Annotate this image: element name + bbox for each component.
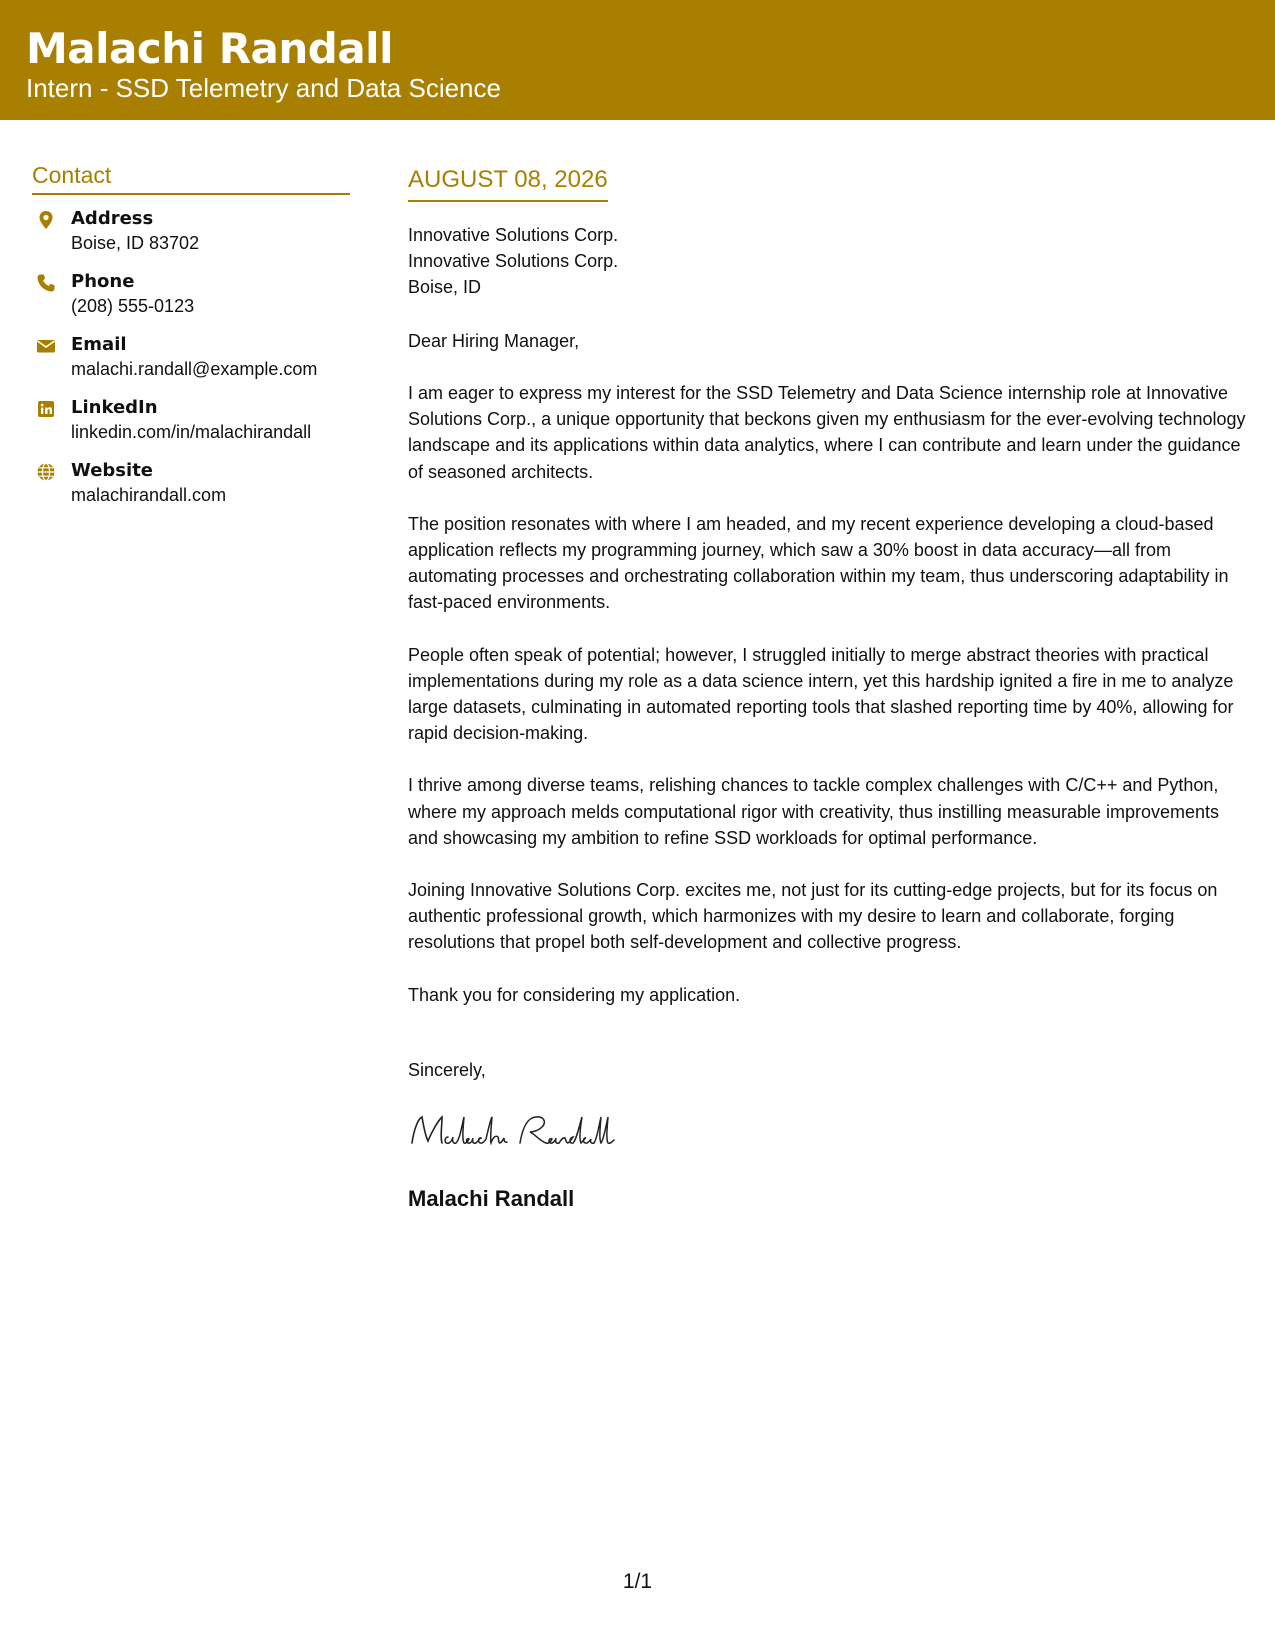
- contact-label: Address: [71, 208, 154, 229]
- recipient-line: Boise, ID: [408, 277, 482, 297]
- body-paragraph: Joining Innovative Solutions Corp. excites me, not just for its cutting-edge projects, but for its focus on authentic professional growth, which harmonizes with my desire to learn and collaborate, forging resolutions that propel both self-development and collective progress.: [408, 880, 1218, 953]
- signed-name: Malachi Randall: [408, 1185, 575, 1211]
- contact-sidebar: [32, 162, 352, 522]
- contact-label: Phone: [71, 271, 135, 292]
- linkedin-value[interactable]: linkedin.com/in/malachirandall: [71, 422, 312, 442]
- body-paragraph: The position resonates with where I am headed, and my recent experience developing a cloud-based application reflects my programming journey, which saw a 30% boost in data accuracy—all from automating processes and orchestrating collaboration within my team, thus underscoring adaptability in fast-paced environments.: [408, 513, 1229, 613]
- contact-list: [32, 207, 352, 522]
- letter-body: [408, 166, 1248, 1212]
- header-banner: [0, 0, 1275, 120]
- email-value[interactable]: malachi.randall@example.com: [71, 359, 318, 379]
- contact-label: Website: [71, 460, 154, 481]
- recipient-block: [408, 222, 1248, 300]
- contact-item-email: [32, 333, 352, 396]
- contact-item-address: [32, 207, 352, 270]
- contact-section-title: Contact: [32, 162, 350, 195]
- phone-value: (208) 555-0123: [71, 296, 195, 316]
- contact-label: LinkedIn: [71, 397, 158, 418]
- body-paragraph: People often speak of potential; however, I struggled initially to merge abstract theories with practical implementations during my role as a data science intern, yet this hardship ignited a fire in me to analyze large datasets, culminating in automated reporting tools that slashed reporting time by 40%, allowing for rapid decision-making.: [408, 644, 1234, 744]
- recipient-line: Innovative Solutions Corp.: [408, 225, 619, 245]
- page-number: 1/1: [622, 1570, 653, 1593]
- contact-item-linkedin: [32, 396, 352, 459]
- contact-item-website: [32, 459, 352, 522]
- contact-item-phone: [32, 270, 352, 333]
- map-pin-icon: [36, 210, 56, 230]
- address-value: Boise, ID 83702: [71, 233, 200, 253]
- applicant-name: Malachi Randall: [26, 24, 393, 73]
- body-paragraph: I am eager to express my interest for the SSD Telemetry and Data Science internship role at Innovative Solutions Corp., a unique opportunity that beckons given my enthusiasm for the ever-evolving technology landscape and its applications within data analytics, where I can contribute and learn under the guidance of seasoned architects.: [408, 383, 1246, 482]
- phone-icon: [36, 273, 56, 293]
- contact-label: Email: [71, 334, 127, 355]
- letter-date: AUGUST 08, 2026: [408, 166, 608, 202]
- envelope-icon: [36, 336, 56, 356]
- website-value[interactable]: malachirandall.com: [71, 485, 227, 505]
- globe-icon: [36, 462, 56, 482]
- thank-you-line: Thank you for considering my application.: [408, 984, 741, 1005]
- linkedin-icon: [36, 399, 56, 419]
- closing: Sincerely,: [408, 1059, 486, 1080]
- job-title: Intern - SSD Telemetry and Data Science: [26, 73, 501, 103]
- recipient-line: Innovative Solutions Corp.: [408, 251, 619, 271]
- handwritten-signature: [408, 1107, 678, 1155]
- body-paragraph: I thrive among diverse teams, relishing chances to tackle complex challenges with C/C++ and Python, where my approach melds computational rigor with creativity, thus instilling measurable improvements and showcasing my ambition to refine SSD workloads for optimal performance.: [408, 775, 1220, 848]
- salutation: Dear Hiring Manager,: [408, 331, 580, 351]
